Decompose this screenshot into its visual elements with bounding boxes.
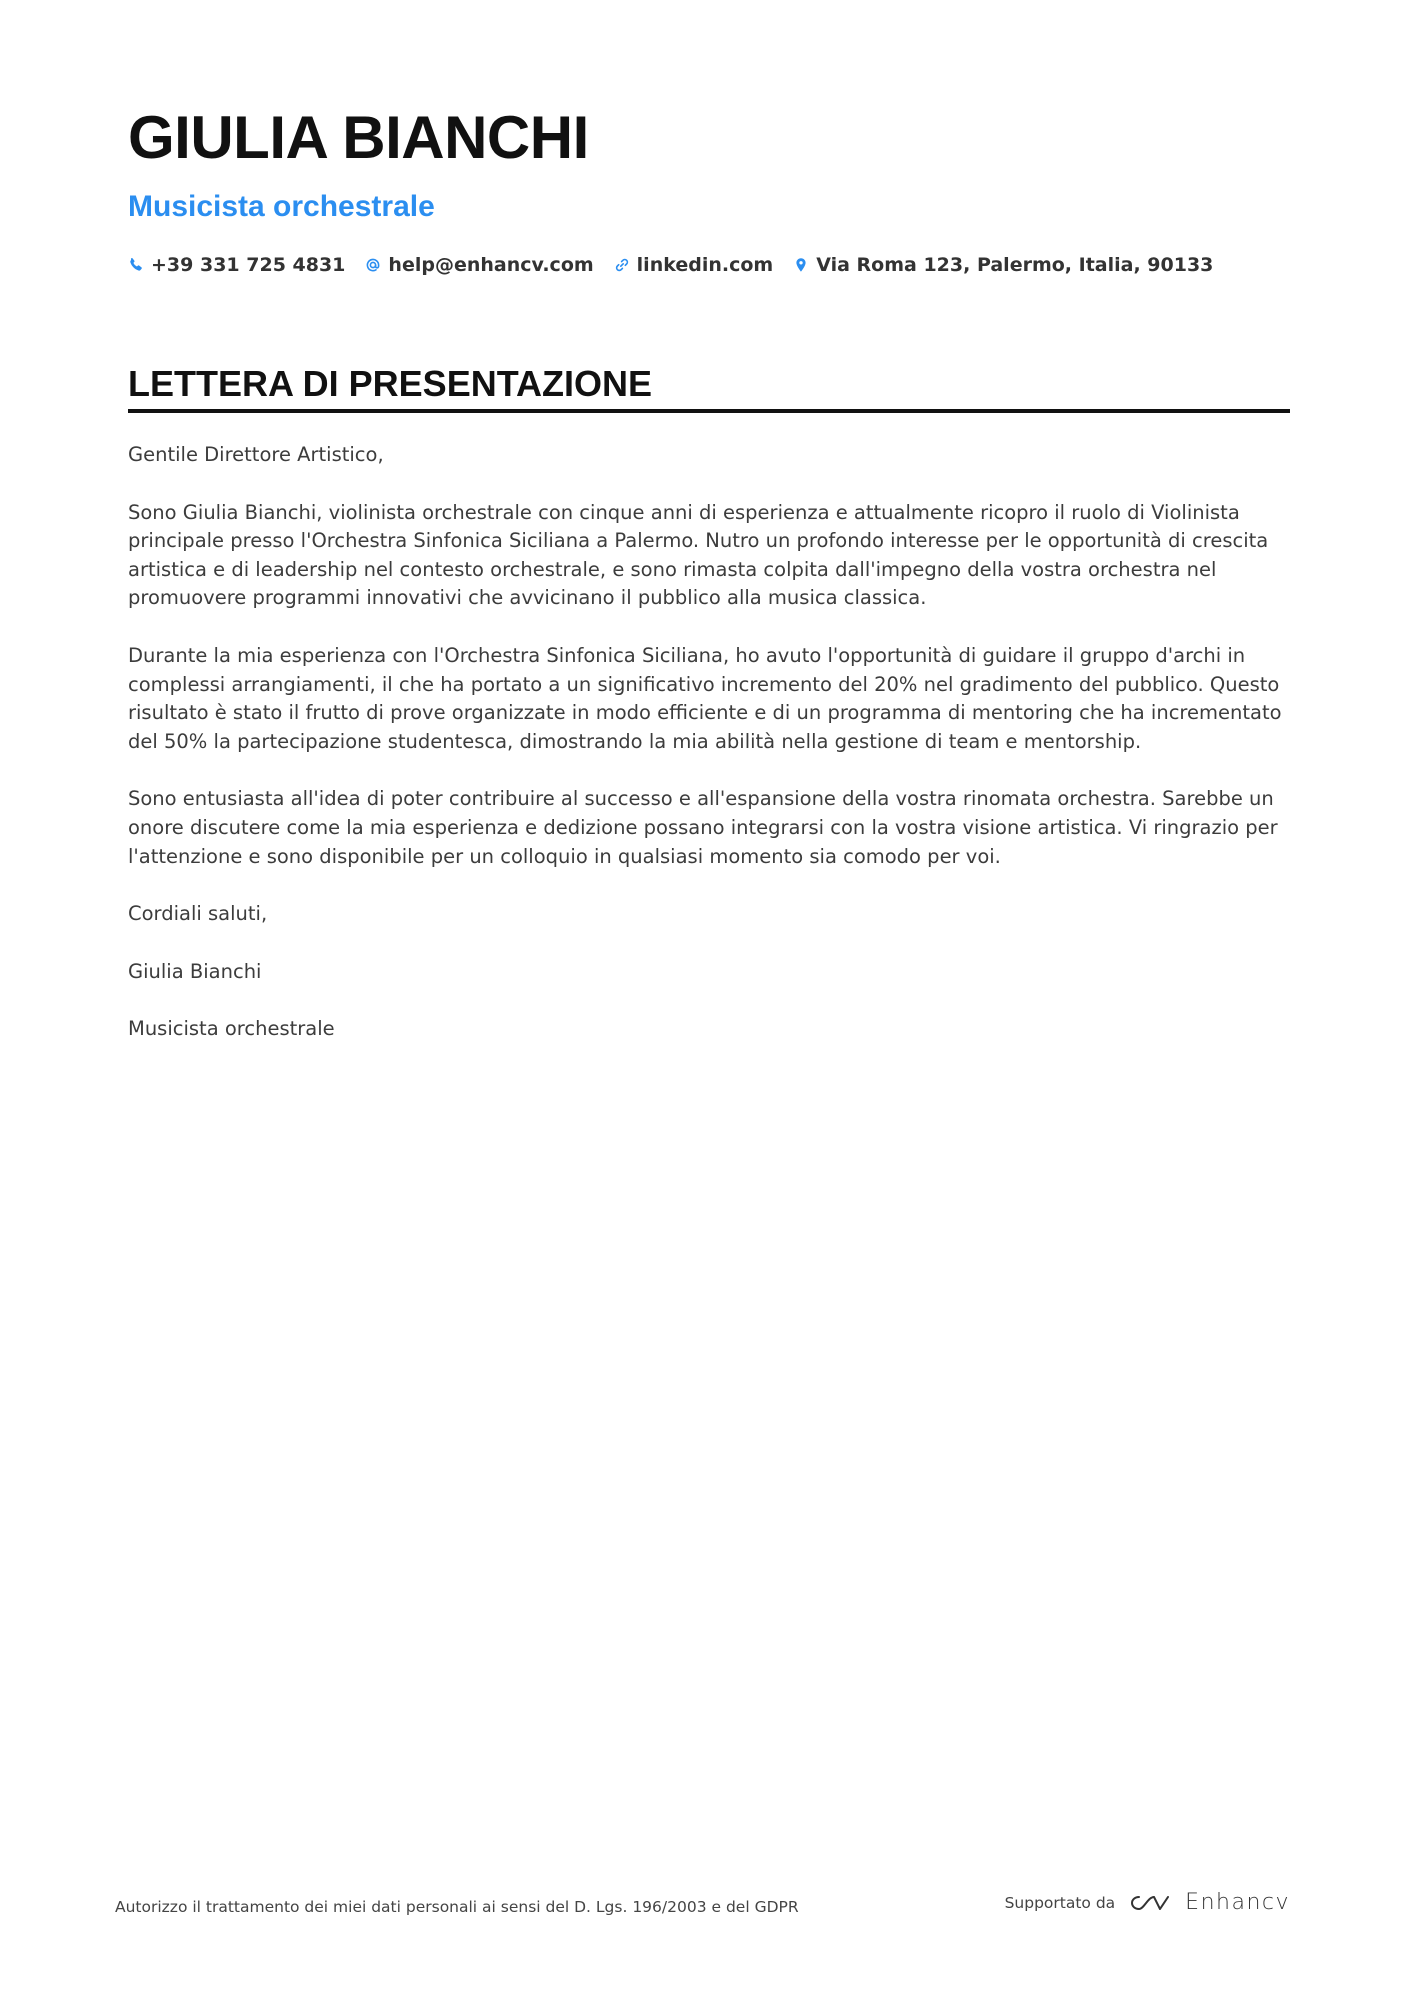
contact-linkedin-text: linkedin.com [636,254,774,276]
enhancv-logo-icon [1127,1891,1173,1915]
signature-name: Giulia Bianchi [128,959,262,983]
letter-paragraph: Sono entusiasta all'idea di poter contribuire al successo e all'espansione della vostra rinomata orchestra. Sarebbe un onore discutere come la mia esperienza e dedizione possano integrarsi con la vostra visione artistica. Vi ringrazio per l'attenzione e sono disponibile per un colloquio in qualsiasi momento sia comodo per voi. [128,787,1278,868]
contact-address-text: Via Roma 123, Palermo, Italia, 90133 [816,254,1214,276]
contact-bar [128,254,1233,276]
signature-title: Musicista orchestrale [128,1017,335,1041]
location-pin-icon [793,257,809,273]
letter-greeting: Gentile Direttore Artistico, [128,443,384,466]
letter-closing: Cordiali saluti, [128,902,268,926]
contact-address [793,254,1213,276]
letter-body [128,441,1290,1073]
candidate-title: Musicista orchestrale [128,190,435,223]
section-title: LETTERA DI PRESENTAZIONE [128,363,653,404]
powered-by-label: Supportato da [1004,1893,1116,1912]
letter-paragraph: Sono Giulia Bianchi, violinista orchestrale con cinque anni di esperienza e attualmente ricopro il ruolo di Violinista principale presso l'Orchestra Sinfonica Siciliana a Palermo. Nutro un profondo interesse per le opportunità di crescita artistica e di leadership nel contesto orchestrale, e sono rimasta colpita dall'impegno della vostra orchestra nel promuovere programmi innovativi che avvicinano il pubblico alla musica classica. [128,500,1269,610]
contact-phone-text: +39 331 725 4831 [151,254,346,276]
section-divider [128,409,1290,413]
contact-linkedin [614,254,774,276]
phone-icon [128,257,144,273]
letter-paragraph: Durante la mia esperienza con l'Orchestra Sinfonica Siciliana, ho avuto l'opportunità di guidare il gruppo d'archi in complessi arrangiamenti, il che ha portato a un significativo incremento del 20% nel gradimento del pubblico. Questo risultato è stato il frutto di prove organizzate in modo efficiente e di un programma di mentoring che ha incrementato del 50% la partecipazione studentesca, dimostrando la mia abilità nella gestione di team e mentorship. [128,643,1282,753]
privacy-consent-note: Autorizzo il trattamento dei miei dati personali ai sensi del D. Lgs. 196/2003 e del GDPR [115,1898,799,1916]
link-icon [614,257,630,273]
contact-email [365,254,593,276]
brand-name: Enhancv [1185,1890,1290,1915]
contact-email-text: help@enhancv.com [388,254,594,276]
at-icon [365,257,381,273]
contact-phone [128,254,345,276]
powered-by-badge[interactable] [1005,1890,1290,1915]
candidate-name: GIULIA BIANCHI [128,104,589,171]
